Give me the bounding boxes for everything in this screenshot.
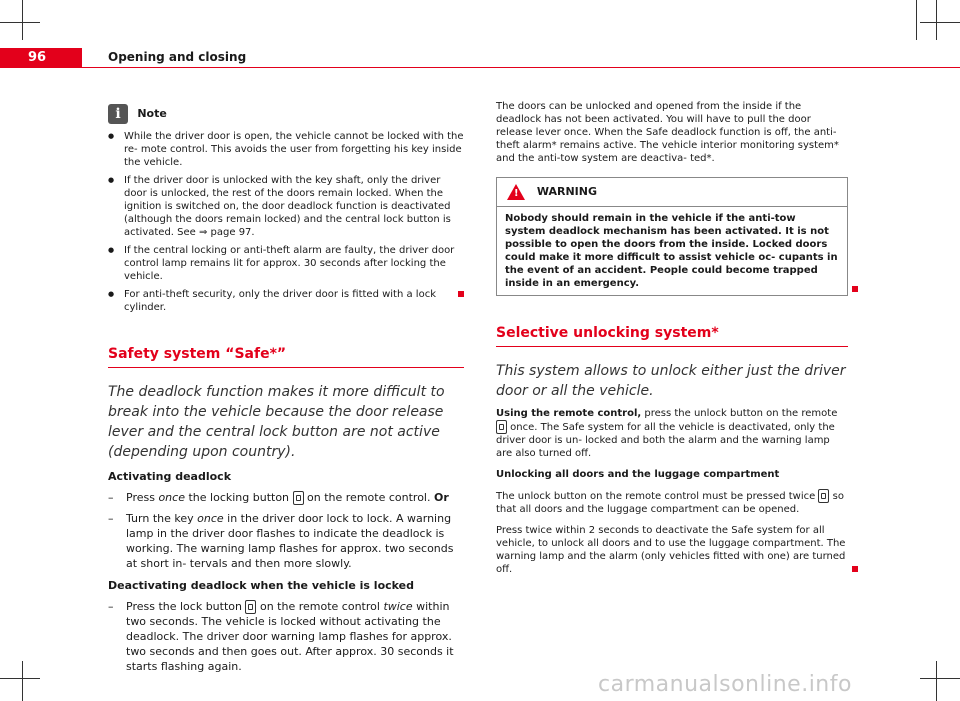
crop-mark <box>22 661 23 701</box>
note-bullet: ● If the central locking or anti-theft alarm are faulty, the driver door control lamp remains lit for approx. 30 seconds after locking the vehicle. <box>108 244 464 283</box>
section-heading-selective: Selective unlocking system* <box>496 325 719 341</box>
section-heading-safe: Safety system “Safe*” <box>108 346 287 362</box>
step-text: Turn the key <box>126 512 198 525</box>
step-text: Press the lock button <box>126 600 246 613</box>
emphasis: Or <box>433 491 449 504</box>
step-text: Press <box>126 491 159 504</box>
header-rule <box>0 67 960 68</box>
note-bullet: ● If the driver door is unlocked with the key shaft, only the driver door is unlocked, the rest of the doors remain locked. When the ignition is switched on, the door deadlock function is deactivated (although the doors remain locked) and the central lock button is activated. See ⇒ page 97. <box>108 174 464 239</box>
step-item <box>108 490 464 505</box>
info-icon: i <box>108 104 128 124</box>
note-bullet-text: For anti-theft security, only the driver door is fitted with a lock cylinder. <box>124 289 436 313</box>
warning-box <box>496 177 848 296</box>
emphasis: twice <box>383 600 413 613</box>
paragraph-text: so that all doors and the luggage compartment can be opened. <box>496 491 844 515</box>
warning-title: WARNING <box>536 185 597 198</box>
crop-mark <box>936 0 937 40</box>
lock-key-icon <box>245 600 256 614</box>
warning-icon <box>507 184 525 200</box>
step-item <box>108 511 464 571</box>
paragraph-text: The unlock button on the remote control must be pressed twice <box>496 491 819 502</box>
page-title: Opening and closing <box>108 50 247 64</box>
note-title: Note <box>137 107 167 120</box>
note-bullet <box>108 288 464 314</box>
crop-mark <box>936 661 937 701</box>
step-item <box>108 599 464 674</box>
crop-mark <box>0 678 40 679</box>
deactivating-heading: Deactivating deadlock when the vehicle is locked <box>108 579 415 592</box>
section-rule <box>108 367 464 368</box>
emphasis: once <box>158 491 185 504</box>
note-header <box>108 104 464 124</box>
step-text: in the driver door lock to lock. A warning lamp in the driver door flashes to indicate the deadlock is working. The warning lamp flashes for approx. two seconds at short in- tervals and then more slowly. <box>126 512 454 570</box>
paragraph-text: once. The Safe system for all the vehicle is deactivated, only the driver door is un- locked and both the alarm and the warning lamp are also turned off. <box>496 422 835 459</box>
end-marker <box>458 291 464 297</box>
crop-mark <box>920 22 960 23</box>
paragraph <box>496 524 848 576</box>
unlock-key-icon <box>496 420 507 434</box>
warning-wrap <box>496 177 848 296</box>
emphasis: Using the remote control, <box>496 408 642 419</box>
left-column <box>108 104 464 680</box>
watermark: carmanualsonline.info <box>598 672 852 697</box>
crop-mark <box>920 678 960 679</box>
page-number: 96 <box>28 50 47 65</box>
step-text: the locking button <box>184 491 293 504</box>
step-text: within two seconds. The vehicle is locked without activating the deadlock. The driver door warning lamp flashes for approx. two seconds and then goes out. After approx. 30 seconds it starts flashing again. <box>126 600 454 673</box>
paragraph: The doors can be unlocked and opened from the inside if the deadlock has not been activated. You will have to pull the door release lever once. When the Safe deadlock function is off, the anti-theft alarm* remains active. The vehicle interior monitoring system* and the anti-tow system are deactiva- ted*. <box>496 101 839 164</box>
crop-mark <box>0 22 40 23</box>
warning-header <box>497 178 847 206</box>
end-marker <box>852 286 858 292</box>
right-column <box>496 100 848 584</box>
paragraph-text: Press twice within 2 seconds to deactivate the Safe system for all vehicle, to unlock all doors and to use the luggage compartment. The warning lamp and the alarm (only vehicles fitted with one) are turned off. <box>496 525 846 575</box>
unlock-key-icon <box>818 489 829 503</box>
activating-heading: Activating deadlock <box>108 470 232 483</box>
paragraph <box>496 489 848 516</box>
crop-mark <box>916 0 917 40</box>
end-marker <box>852 566 858 572</box>
step-text: on the remote control. <box>303 491 434 504</box>
subheading: Unlocking all doors and the luggage compartment <box>496 469 780 480</box>
section-rule <box>496 346 848 347</box>
warning-text: Nobody should remain in the vehicle if the anti-tow system deadlock mechanism has been activated. It is not possible to open the doors from the inside. Locked doors could make it more difficult to assist vehicle oc- cupants in the event of an accident. People could become trapped inside in an emergency. <box>497 206 847 295</box>
lock-key-icon <box>293 491 304 505</box>
section-intro: The deadlock function makes it more difficult to break into the vehicle because the door release lever and the central lock button are not active (depending upon country). <box>108 384 445 460</box>
paragraph <box>496 407 848 460</box>
note-bullet: ● While the driver door is open, the vehicle cannot be locked with the re- mote control. This avoids the user from forgetting his key inside the vehicle. <box>108 130 464 169</box>
paragraph-text: press the unlock button on the remote <box>641 408 838 419</box>
crop-mark <box>22 0 23 40</box>
emphasis: once <box>197 512 224 525</box>
step-text: on the remote control <box>256 600 384 613</box>
section-intro: This system allows to unlock either just the driver door or all the vehicle. <box>496 363 846 399</box>
